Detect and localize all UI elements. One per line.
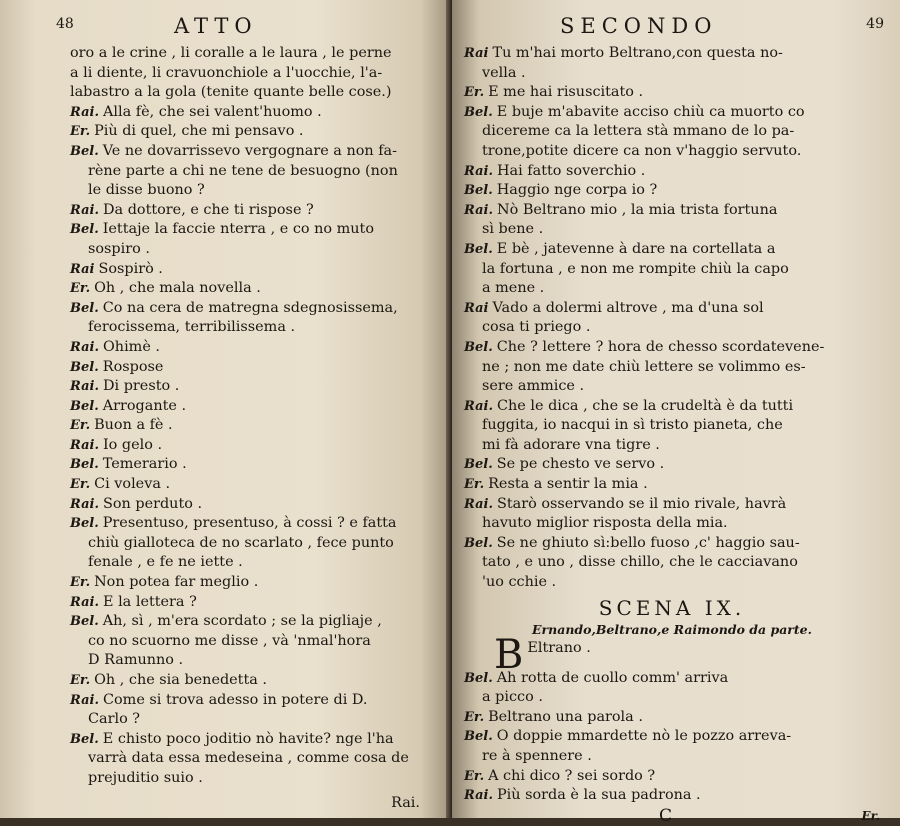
text-line <box>70 358 444 378</box>
text-line <box>464 338 880 358</box>
speaker-label: Bel. <box>464 535 493 551</box>
speaker-label: Rai. <box>70 339 99 355</box>
speaker-label: Er. <box>464 768 485 784</box>
text-line <box>464 495 880 515</box>
line-text: Haggio nge corpa io ? <box>496 182 658 199</box>
speaker-label: Er. <box>70 281 91 297</box>
text-line <box>464 240 880 260</box>
speaker-label: Rai. <box>464 202 493 218</box>
speaker-label: Bel. <box>70 457 99 473</box>
speaker-label: Er. <box>464 477 485 493</box>
speaker-label: Bel. <box>70 516 99 532</box>
line-text: Come si trova adesso in potere di D. <box>103 691 368 708</box>
text-line <box>70 671 444 691</box>
line-text: A chi dico ? sei sordo ? <box>488 767 656 784</box>
right-running-title: SECONDO <box>560 14 718 38</box>
line-text: re à spennere . <box>482 748 592 764</box>
speaker-label: Rai. <box>70 104 99 120</box>
left-catchword: Rai. <box>391 794 420 811</box>
left-page-header <box>56 14 444 44</box>
text-line <box>70 514 444 534</box>
left-page <box>0 0 452 818</box>
text-line <box>70 103 444 123</box>
speaker-label: Rai. <box>464 788 493 804</box>
line-text: la fortuna , e non me rompite chiù la capo <box>482 260 789 277</box>
line-text: E me hai risuscitato . <box>488 84 644 101</box>
line-text: Io gelo . <box>103 436 163 453</box>
text-line <box>70 122 444 142</box>
line-text: varrà data essa medeseina , comme cosa de <box>88 750 409 767</box>
left-running-title: ATTO <box>174 14 258 38</box>
text-line <box>464 436 880 456</box>
speaker-label: Bel. <box>464 241 493 257</box>
line-text: O doppie mmardette nò le pozzo arreva- <box>496 728 792 745</box>
line-text: Rospose <box>102 358 164 375</box>
line-text: prejuditio suio . <box>88 769 203 786</box>
text-line <box>70 573 444 593</box>
text-line <box>464 142 880 162</box>
line-text: Più di quel, che mi pensavo . <box>94 123 304 140</box>
line-text: E la lettera ? <box>103 593 197 610</box>
line-text: Ah, sì , m'era scordato ; se la pigliaje , <box>102 613 382 630</box>
text-line <box>70 651 444 671</box>
speaker-label: Rai. <box>70 594 99 610</box>
text-line <box>464 767 880 787</box>
line-text: fuggita, io nacqui in sì tristo pianeta, che <box>482 417 783 434</box>
text-line <box>464 201 880 221</box>
speaker-label: Bel. <box>464 457 493 473</box>
line-text: Nò Beltrano mio , la mia trista fortuna <box>497 201 778 218</box>
line-text: tato , e uno , disse chillo, che le cacciavano <box>482 554 798 571</box>
line-text: Tu m'hai morto Beltrano,con questa no- <box>492 45 783 61</box>
text-line <box>464 534 880 554</box>
text-line <box>464 358 880 378</box>
text-line <box>70 44 444 64</box>
line-text: Oh , che sia benedetta . <box>94 672 267 688</box>
line-text: cosa ti priego . <box>482 319 591 336</box>
speaker-label: Rai. <box>464 398 493 414</box>
speaker-label: Bel. <box>70 614 99 630</box>
text-line <box>70 691 444 711</box>
text-line <box>464 455 880 475</box>
line-text: Ohimè . <box>103 338 160 355</box>
right-catchword: Er. <box>861 808 880 823</box>
line-text: mi fà adorare vna tigre . <box>482 436 660 453</box>
right-page <box>452 0 900 826</box>
line-text: le disse buono ? <box>88 182 205 199</box>
speaker-label: Rai. <box>464 496 493 512</box>
speaker-label: Bel. <box>464 183 493 199</box>
line-text: Oh , che mala novella . <box>94 280 261 297</box>
text-line <box>70 455 444 475</box>
text-line <box>464 44 880 64</box>
line-text: Se ne ghiuto sì:bello fuoso ,c' haggio sau- <box>496 534 800 551</box>
right-page-number: 49 <box>866 16 884 32</box>
right-footer <box>464 806 880 826</box>
text-line <box>70 416 444 436</box>
line-text: trone,potite dicere ca non v'haggio servuto. <box>482 142 802 159</box>
speaker-label: Rai. <box>70 379 99 395</box>
text-line <box>70 593 444 613</box>
text-line <box>70 64 444 84</box>
text-line <box>70 220 444 240</box>
line-text: Buon a fè . <box>94 417 173 434</box>
text-line <box>70 279 444 299</box>
right-page-header <box>464 14 884 44</box>
line-text: co no scuorno me disse , và 'nmal'hora <box>88 632 371 649</box>
scene-heading: SCENA IX. <box>598 595 746 620</box>
line-text: Son perduto . <box>103 495 203 512</box>
line-text: Che le dica , che se la crudeltà è da tutti <box>497 397 794 414</box>
speaker-label: Bel. <box>70 143 99 159</box>
right-text-block <box>464 44 880 593</box>
line-text: sospiro . <box>88 240 150 257</box>
text-line <box>464 103 880 123</box>
speaker-label: Er. <box>70 575 91 591</box>
speaker-label: Bel. <box>464 339 493 355</box>
text-line <box>464 475 880 495</box>
line-text: Ci voleva . <box>94 476 171 493</box>
speaker-label: Rai. <box>70 437 99 453</box>
speaker-label: Bel. <box>464 104 493 120</box>
speaker-label: Rai <box>464 46 489 61</box>
speaker-label: Bel. <box>464 729 493 745</box>
text-line <box>464 747 880 767</box>
line-text: Carlo ? <box>88 711 141 728</box>
line-text: E bè , jatevenne à dare na cortellata a <box>496 240 776 257</box>
line-text: E buje m'abavite acciso chiù ca muorto co <box>496 103 805 120</box>
scene-dramatis-personae: Ernando,Beltrano,e Raimondo da parte. <box>532 621 812 637</box>
text-line <box>70 142 444 162</box>
text-line <box>464 669 880 689</box>
text-line <box>464 708 880 728</box>
line-text: a picco . <box>482 689 543 706</box>
text-line <box>70 534 444 554</box>
speaker-label: Rai <box>70 261 95 277</box>
text-line <box>70 612 444 632</box>
line-text: Temerario . <box>102 456 187 473</box>
text-line <box>70 299 444 319</box>
line-text: Di presto . <box>103 378 180 395</box>
text-line <box>70 318 444 338</box>
line-text: rène parte a chi ne tene de besuogno (non <box>88 162 398 179</box>
text-line <box>464 279 880 299</box>
text-line <box>70 730 444 750</box>
line-text: chiù gialloteca de no scarlato , fece punto <box>88 534 394 551</box>
text-line <box>464 688 880 708</box>
line-text: Più sorda è la sua padrona . <box>497 787 701 804</box>
text-line <box>70 181 444 201</box>
text-line <box>70 240 444 260</box>
line-text: Vado a dolermi altrove , ma d'una sol <box>492 299 764 316</box>
speaker-label: Er. <box>70 124 91 140</box>
line-text: Arrogante . <box>102 397 187 414</box>
line-text: Beltrano una parola . <box>488 708 643 725</box>
text-line <box>70 632 444 652</box>
line-text: diceremе ca la lettera stà mmano de lo pa- <box>482 123 795 140</box>
line-text: Che ? lettere ? hora de chesso scordatevene- <box>496 338 825 355</box>
text-line <box>464 416 880 436</box>
speaker-label: Rai. <box>70 692 99 708</box>
text-line <box>70 769 444 789</box>
line-text: 'uo cchie . <box>482 574 557 591</box>
line-text: havuto miglior risposta della mia. <box>482 515 728 532</box>
line-text: Non potea far meglio . <box>94 574 259 591</box>
speaker-label: Rai. <box>464 163 493 179</box>
text-line <box>70 749 444 769</box>
line-text: E chisto poco joditio nò havite? nge l'ha <box>102 730 394 747</box>
line-text: D Ramunno . <box>88 652 184 669</box>
text-line <box>464 260 880 280</box>
text-line <box>70 260 444 280</box>
speaker-label: Bel. <box>70 359 99 375</box>
line-text: Se pe chesto ve servo . <box>496 456 665 473</box>
line-text: Iettaje la faccie nterra , e co no muto <box>102 221 374 238</box>
dropcap-letter: B <box>494 631 524 678</box>
speaker-label: Bel. <box>70 222 99 238</box>
text-line <box>464 299 880 319</box>
line-text: Co na cera de matregna sdegnosissema, <box>102 299 398 316</box>
line-text: ferocissema, terribilissema . <box>88 319 296 336</box>
text-line <box>70 162 444 182</box>
line-text: Starò osservando se il mio rivale, havrà <box>497 495 787 512</box>
line-text: vella . <box>482 64 526 81</box>
speaker-label: Rai <box>464 300 489 316</box>
text-line <box>464 220 880 240</box>
line-text: Ve ne dovarrissevo vergognare a non fa- <box>102 142 397 159</box>
speaker-label: Er. <box>70 477 91 493</box>
line-text: oro a le crine , li coralle a le laura , le perne <box>70 45 392 61</box>
speaker-label: Er. <box>464 709 485 725</box>
speaker-label: Rai. <box>70 202 99 218</box>
signature-mark: C <box>659 805 673 826</box>
text-line <box>464 122 880 142</box>
right-text-block-2 <box>464 669 880 806</box>
text-line <box>70 83 444 103</box>
speaker-label: Bel. <box>70 398 99 414</box>
line-text: labastro a la gola (tenite quante belle cose.) <box>70 84 392 101</box>
line-text: ne ; non me date chiù lettere se volimmo es- <box>482 358 806 375</box>
dropcap-rest: Eltrano . <box>527 639 591 656</box>
speaker-label: Rai. <box>70 496 99 512</box>
line-text: Da dottore, e che ti rispose ? <box>103 201 314 218</box>
text-line <box>70 377 444 397</box>
line-text: Presentuso, presentuso, à cossi ? e fatta <box>102 515 397 532</box>
speaker-label: Er. <box>70 673 91 688</box>
text-line <box>464 786 880 806</box>
text-line <box>464 64 880 84</box>
text-line <box>464 553 880 573</box>
text-line <box>464 162 880 182</box>
speaker-label: Bel. <box>70 300 99 316</box>
left-text-block <box>70 44 444 789</box>
speaker-label: Er. <box>70 418 91 434</box>
speaker-label: Bel. <box>70 731 99 747</box>
text-line <box>70 553 444 573</box>
line-text: Alla fè, che sei valent'huomo . <box>103 103 322 120</box>
text-line <box>464 727 880 747</box>
line-text: Sospirò . <box>98 260 163 277</box>
text-line <box>464 377 880 397</box>
text-line <box>70 495 444 515</box>
speaker-label: Bel. <box>464 670 493 686</box>
left-page-number: 48 <box>56 16 74 32</box>
text-line <box>464 573 880 593</box>
text-line <box>70 338 444 358</box>
line-text: a li diente, li cravuonchiole a l'uocchie, l'a- <box>70 64 383 81</box>
line-text: fenale , e fe ne iette . <box>88 554 243 571</box>
text-line <box>464 83 880 103</box>
text-line <box>70 201 444 221</box>
text-line <box>70 436 444 456</box>
text-line <box>464 514 880 534</box>
text-line <box>70 710 444 730</box>
speaker-label: Er. <box>464 85 485 101</box>
text-line <box>70 475 444 495</box>
line-text: a mene . <box>482 280 545 297</box>
line-text: Resta a sentir la mia . <box>488 476 648 493</box>
text-line <box>464 397 880 417</box>
text-line <box>464 318 880 338</box>
line-text: Ah rotta de cuollo comm' arriva <box>496 669 729 686</box>
line-text: sere ammice . <box>482 378 585 395</box>
text-line <box>464 181 880 201</box>
line-text: Hai fatto soverchio . <box>497 162 646 179</box>
text-line <box>70 397 444 417</box>
line-text: sì bene . <box>482 221 544 238</box>
